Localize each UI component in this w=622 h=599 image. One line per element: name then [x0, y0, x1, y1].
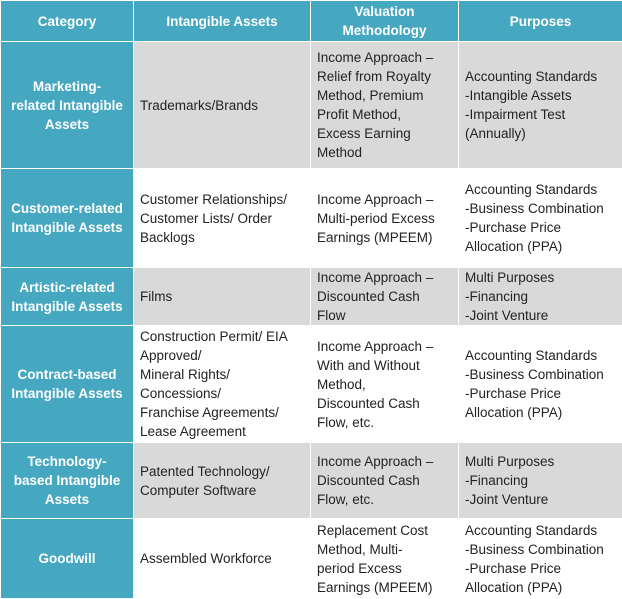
- purposes-cell: Accounting Standards -Intangible Assets -Impairment Test (Annually): [459, 42, 622, 169]
- purposes-cell: Accounting Standards -Business Combination -Purchase Price Allocation (PPA): [459, 169, 622, 268]
- table-row: [1, 268, 622, 326]
- header-purposes: Purposes: [459, 1, 622, 42]
- category-cell: Goodwill: [1, 519, 134, 599]
- table-row: [1, 443, 622, 519]
- valuation-methodology-cell: Replacement Cost Method, Multi- period Excess Earnings (MPEEM): [311, 519, 459, 599]
- category-cell: Customer-related Intangible Assets: [1, 169, 134, 268]
- valuation-methodology-cell: Income Approach – Discounted Cash Flow: [311, 268, 459, 326]
- header-valuation-methodology: Valuation Methodology: [311, 1, 459, 42]
- purposes-cell: Accounting Standards -Business Combination -Purchase Price Allocation (PPA): [459, 326, 622, 443]
- intangible-assets-cell: Films: [134, 268, 311, 326]
- intangible-assets-cell: Trademarks/Brands: [134, 42, 311, 169]
- table-row: [1, 519, 622, 599]
- category-cell: Contract-based Intangible Assets: [1, 326, 134, 443]
- category-cell: Technology- based Intangible Assets: [1, 443, 134, 519]
- intangible-assets-cell: Assembled Workforce: [134, 519, 311, 599]
- valuation-methodology-cell: Income Approach – Discounted Cash Flow, etc.: [311, 443, 459, 519]
- category-cell: Marketing- related Intangible Assets: [1, 42, 134, 169]
- header-intangible-assets: Intangible Assets: [134, 1, 311, 42]
- table-row: [1, 326, 622, 443]
- valuation-methodology-cell: Income Approach – Relief from Royalty Method, Premium Profit Method, Excess Earning Method: [311, 42, 459, 169]
- table-row: [1, 169, 622, 268]
- intangible-assets-cell: Patented Technology/ Computer Software: [134, 443, 311, 519]
- purposes-cell: Multi Purposes -Financing -Joint Venture: [459, 443, 622, 519]
- valuation-methodology-cell: Income Approach – With and Without Method, Discounted Cash Flow, etc.: [311, 326, 459, 443]
- table-row: [1, 42, 622, 169]
- valuation-methodology-cell: Income Approach – Multi-period Excess Earnings (MPEEM): [311, 169, 459, 268]
- intangible-assets-cell: Construction Permit/ EIA Approved/ Mineral Rights/ Concessions/ Franchise Agreements/ Lease Agreement: [134, 326, 311, 443]
- purposes-cell: Accounting Standards -Business Combination -Purchase Price Allocation (PPA): [459, 519, 622, 599]
- intangible-assets-cell: Customer Relationships/ Customer Lists/ Order Backlogs: [134, 169, 311, 268]
- header-row: [1, 1, 622, 42]
- purposes-cell: Multi Purposes -Financing -Joint Venture: [459, 268, 622, 326]
- category-cell: Artistic-related Intangible Assets: [1, 268, 134, 326]
- header-category: Category: [1, 1, 134, 42]
